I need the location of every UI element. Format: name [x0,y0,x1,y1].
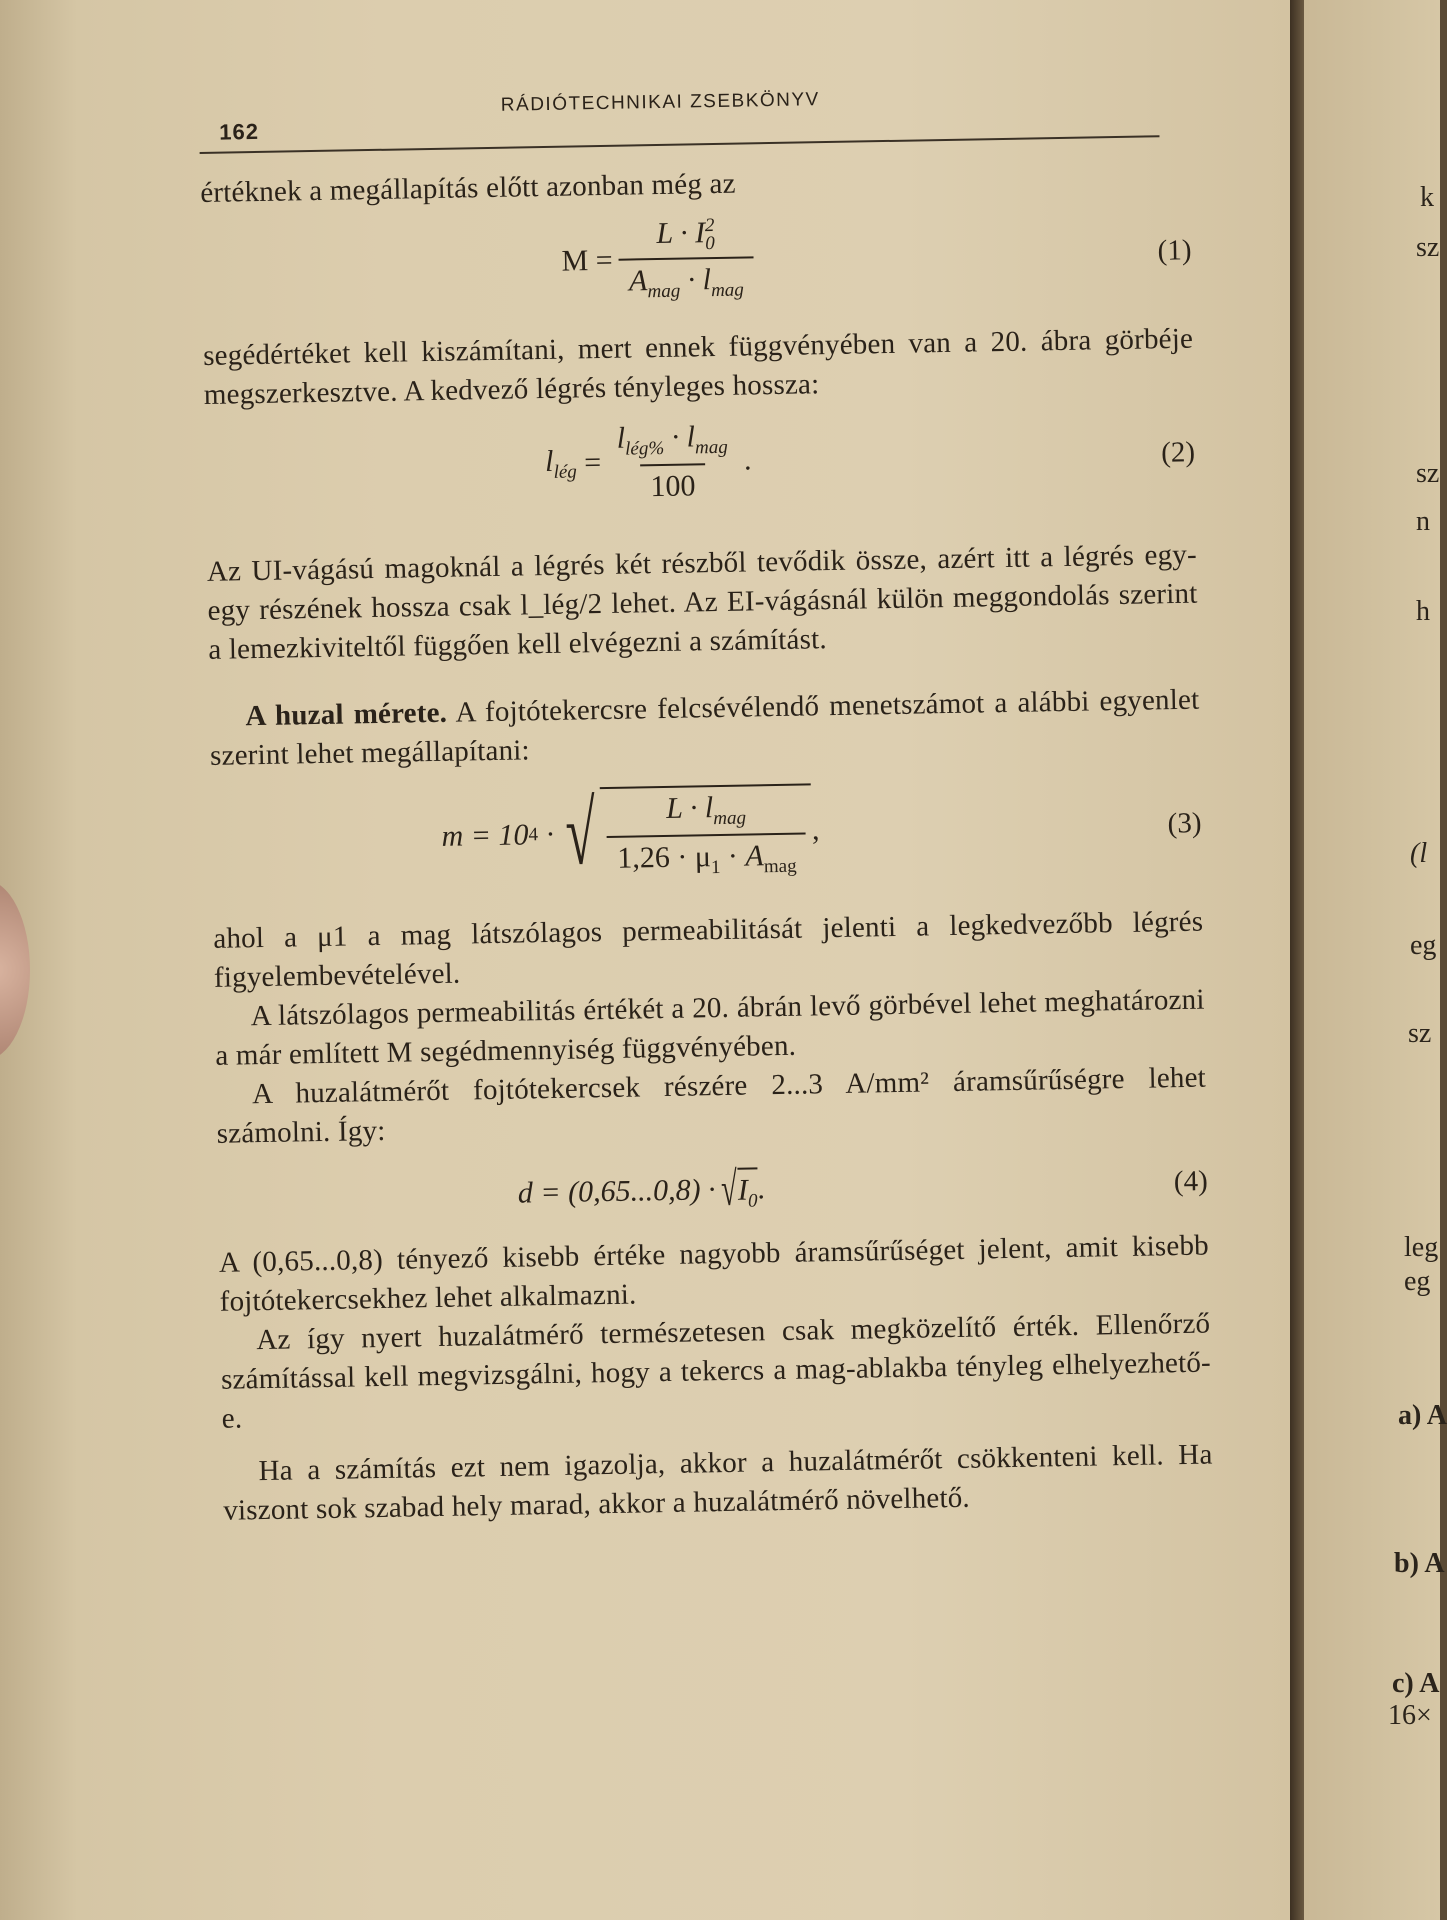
equation-2: $l_{lég}$ = $\frac{l_{lég\%} \cdot l_{mag}}{100}$ . (2) [544,419,1196,503]
eq2-number: (2) [1160,436,1196,469]
next-page-fragment: leg [1404,1232,1439,1263]
eq3-fraction: $\frac{L \cdot l_{mag}}{1,26 \cdot \mu_1 \cdot A_{mag}}$ [606,790,807,881]
eq1-lhs: M = [561,243,613,278]
eq2-num-b-sub: mag [694,436,728,458]
radical-sign-small: √ [720,1162,738,1217]
equation-1 [201,196,1193,323]
eq1-num-sub: 0 [705,233,715,255]
eq2-lhs-sub: lég [553,460,577,483]
eq1-num-sup: 2 [704,215,715,237]
header-rule [200,135,1160,154]
page-content [198,43,1214,1531]
page-number: 162 [219,118,260,145]
paragraph-8: A (0,65...0,8) tényező kisebb értéke nagyobb áramsűrűséget jelent, amit kisebb fojtótekercsekhez lehet alkalmazni. [218,1229,1210,1318]
next-page-fragment: sz [1416,458,1440,489]
next-page-edge [1304,0,1447,1920]
eq3-number: (3) [1167,807,1202,840]
next-page-fragment: eg [1404,1266,1431,1297]
paragraph-5: ahol a μ1 a mag látszólagos permeabilitását jelenti a legkedvezőbb légrés figyelembevételével. [213,905,1204,994]
radical-sign: √ [564,784,596,884]
page-header [198,43,1189,145]
eq1-numerator: L · I [656,216,706,250]
paragraph-2: segédértéket kell kiszámítani, mert ennek függvényében van a 20. ábra görbéje megszerkesztve. A kedvező légrés tényleges hossza: [202,322,1194,411]
eq1-den-a: A [628,264,648,298]
paragraph-9: Az így nyert huzalátmérő természetesen csak megközelítő érték. Ellenőrző számítással kell megvizsgálni, hogy a tekercs a mag-ablakba tényleg elhelyezhető-e. [220,1307,1212,1435]
eq2-denominator: 100 [640,463,706,504]
eq3-den-sub: 1 [710,857,721,879]
finger [0,880,30,1060]
section-heading-huzal: A huzal mérete. [245,696,448,733]
next-page-fragment: sz [1416,232,1440,263]
eq2-num-b: l [686,419,696,454]
paragraph-3: Az UI-vágású magoknál a légrés két részből tevődik össze, azért itt a légrés egy-egy részének hossza csak l_lég/2 lehet. Az EI-vágásnál külön meggondolás szerint a lemezkiviteltől függően kell elvégezni a számítást. [206,538,1198,666]
eq2-lhs: l [544,444,554,478]
next-page-fragment: sz [1408,1018,1432,1049]
eq3-tail: , [811,813,820,847]
eq3-num-a: L · l [665,791,714,825]
next-page-fragment: a) A [1398,1400,1447,1431]
book-gutter [1290,0,1304,1920]
next-page-fragment: eg [1410,930,1437,961]
eq4-sqrt [715,1162,758,1217]
next-page-fragment: k [1420,182,1434,213]
next-page-fragment: b) A [1394,1548,1445,1579]
next-page-fragment: h [1416,596,1430,627]
next-page-fragment: (l [1410,838,1428,869]
eq1-fraction: L · I 2 0 $A_{mag} \cdot l_{mag}$ [618,215,754,303]
eq3-sqrt [555,783,813,884]
eq1-den-b-sub: mag [710,279,745,302]
eq3-num-a-sub: mag [713,807,747,830]
eq3-lhs: m = 10 [441,818,529,853]
next-page-fragment: n [1416,506,1430,537]
eq4-rad-sub: 0 [747,1189,758,1212]
eq3-den-b-sub: mag [763,855,797,878]
paragraph-10: Ha a számítás ezt nem igazolja, akkor a huzalátmérőt csökkenteni kell. Ha viszont sok szabad hely marad, akkor a huzalátmérő növelhető. [223,1438,1213,1527]
eq1-number: (1) [1157,234,1192,267]
next-page-fragment: c) A [1392,1668,1440,1699]
paragraph-4-text: A fojtótekercsre felcsévélendő menetszámot a alábbi egyenlet szerint lehet megállapítani: [209,683,1200,772]
eq4-rad: I [737,1173,749,1207]
eq4-lhs: d = (0,65...0,8) · [517,1173,716,1210]
paragraph-7: A huzalátmérőt fojtótekercsek részére 2...3 A/mm² áramsűrűségre lehet számolni. Így: [216,1061,1207,1150]
running-head: RÁDIÓTECHNIKAI ZSEBKÖNYV [500,89,820,116]
eq1-den-a-sub: mag [647,280,681,303]
eq2-fraction: $\frac{l_{lég\%} \cdot l_{mag}}{100}$ [616,419,728,503]
eq2-num-a: l [616,421,626,455]
eq3-den: 1,26 · μ [617,840,712,875]
eq3-den-b: A [745,839,764,873]
equation-3: m = 10 4 · √ $\frac{L \cdot l_{mag}}{1,26 \cdot \mu_1 \cdot A_{mag}}$ , (3) [441,784,1202,884]
eq2-num-a-sub: lég% [624,437,665,460]
eq1-den-b: l [702,263,712,297]
paragraph-1: értéknek a megállapítás előtt azonban még az [200,167,736,209]
eq4-number: (4) [1173,1165,1208,1198]
eq2-tail: . [743,443,752,477]
equation-4 [217,1137,1208,1244]
eq4-tail: . [757,1172,766,1206]
next-page-fragment: 16× [1388,1700,1432,1731]
paragraph-6: A látszólagos permeabilitás értékét a 20. ábrán levő görbével lehet meghatározni a már említett M segédmennyiség függvényében. [215,983,1205,1072]
eq3-lhs-sup: 4 [528,824,539,846]
